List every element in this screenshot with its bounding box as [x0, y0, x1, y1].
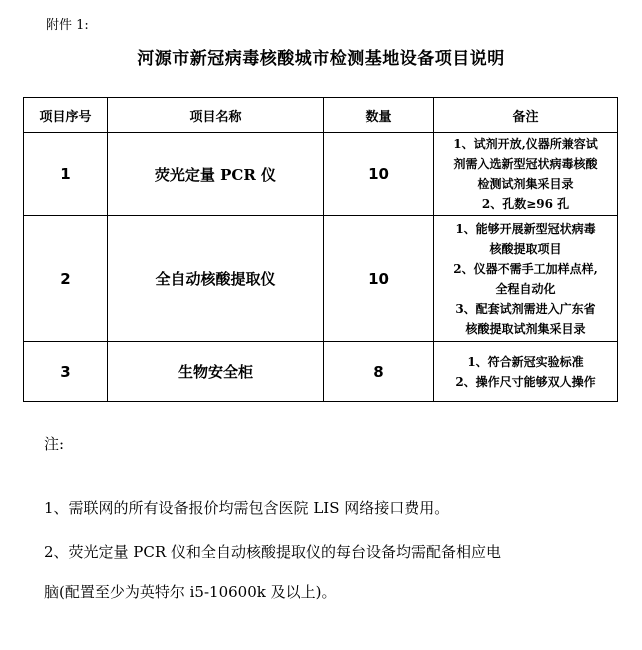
remark-line: 全程自动化 — [495, 281, 556, 296]
remark-line: 1、试剂开放,仪器所兼容试 — [453, 137, 598, 151]
attachment-label: 附件 1: — [46, 18, 89, 33]
table-row — [24, 133, 618, 216]
header-quantity: 数量 — [324, 98, 434, 133]
table-row — [24, 216, 618, 342]
row-name: 全自动核酸提取仪 — [108, 216, 324, 342]
row-name: 生物安全柜 — [108, 342, 324, 402]
remark-line: 核酸提取项目 — [489, 241, 562, 256]
notes-label: 注: — [44, 435, 65, 453]
row-index: 2 — [24, 216, 108, 342]
remark-line: 1、符合新冠实验标准 — [467, 354, 584, 369]
header-index: 项目序号 — [24, 98, 108, 133]
header-remarks: 备注 — [434, 98, 618, 133]
note-item-1: 1、需联网的所有设备报价均需包含医院 LIS 网络接口费用。 — [44, 499, 450, 517]
row-quantity: 10 — [324, 216, 434, 342]
row-index: 3 — [24, 342, 108, 402]
table-row — [24, 342, 618, 402]
notes-section — [44, 434, 604, 602]
remark-line: 3、配套试剂需进入广东省 — [455, 301, 596, 316]
note-item-2-line-1: 2、荧光定量 PCR 仪和全自动核酸提取仪的每台设备均需配备相应电 — [44, 543, 501, 561]
header-name: 项目名称 — [108, 98, 324, 133]
remark-line: 2、孔数≥96 孔 — [481, 197, 570, 211]
note-item-2-line-2: 脑(配置至少为英特尔 i5-10600k 及以上)。 — [44, 583, 337, 601]
remark-line: 2、操作尺寸能够双人操作 — [455, 374, 596, 389]
row-remarks — [434, 216, 618, 342]
row-remarks — [434, 342, 618, 402]
row-quantity: 10 — [324, 133, 434, 216]
remark-line: 剂需入选新型冠状病毒核酸 — [453, 157, 598, 171]
remark-line: 1、能够开展新型冠状病毒 — [455, 221, 596, 236]
remark-line: 检测试剂集采目录 — [477, 177, 574, 191]
remark-line: 2、仪器不需手工加样点样, — [453, 261, 598, 276]
equipment-table — [23, 97, 618, 402]
document-title: 河源市新冠病毒核酸城市检测基地设备项目说明 — [137, 49, 505, 69]
row-index: 1 — [24, 133, 108, 216]
table-header-row — [24, 98, 618, 133]
row-remarks — [434, 133, 618, 216]
remark-line: 核酸提取试剂集采目录 — [465, 321, 586, 336]
row-quantity: 8 — [324, 342, 434, 402]
row-name: 荧光定量 PCR 仪 — [108, 133, 324, 216]
